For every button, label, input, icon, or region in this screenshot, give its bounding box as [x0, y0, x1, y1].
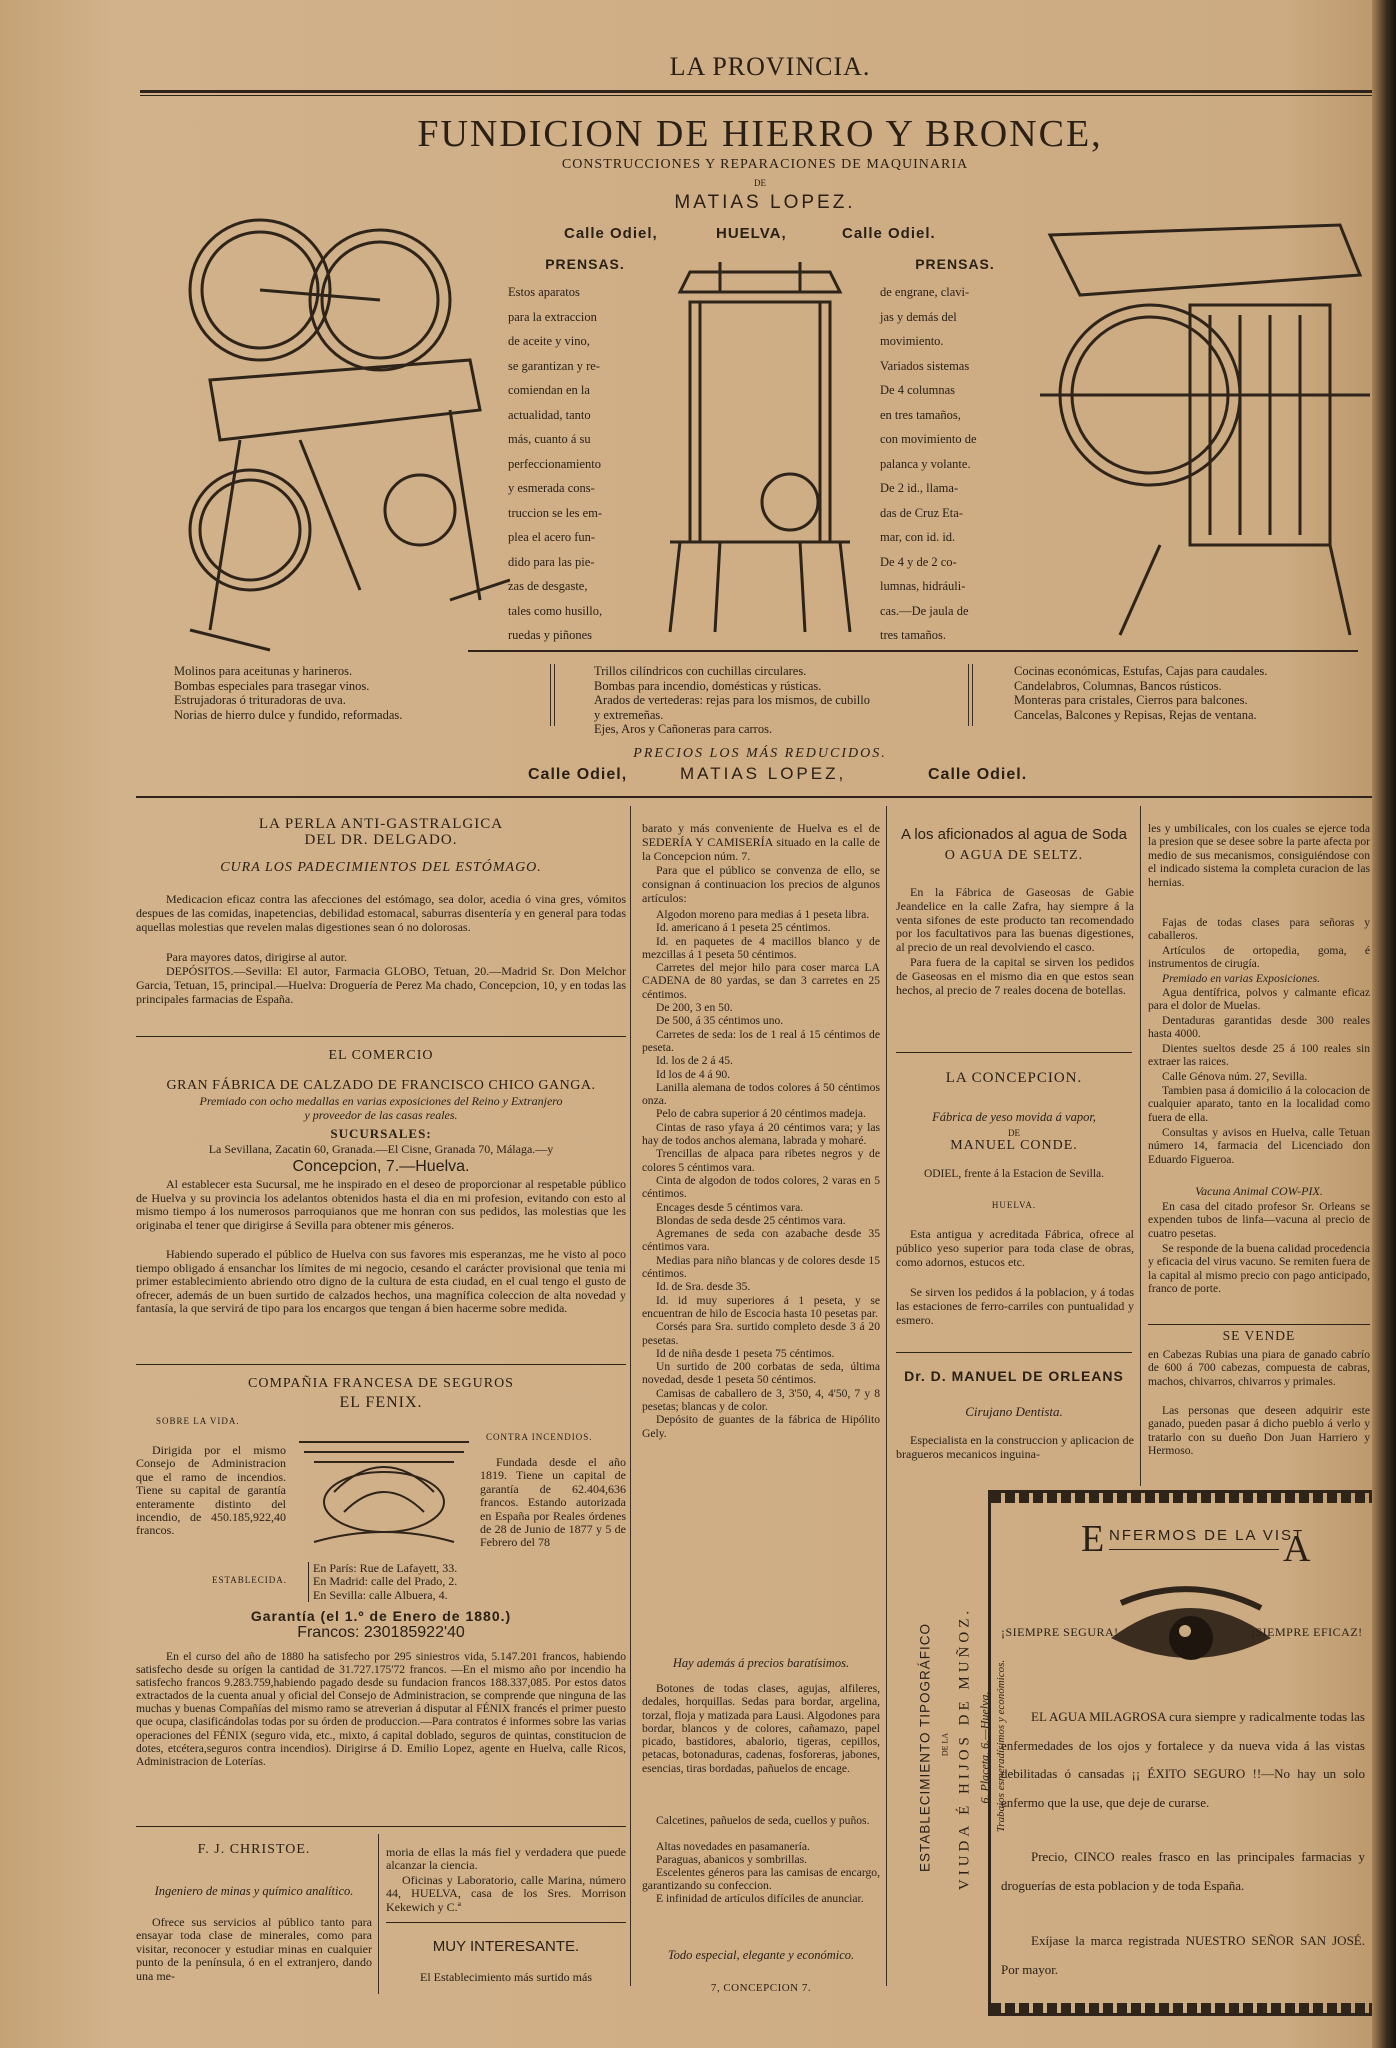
- fenix-name: EL FENIX.: [339, 1394, 423, 1411]
- sederia-price-item: De 500, á 35 céntimos uno.: [656, 1014, 784, 1028]
- prensas-left-line: dido para las pie-: [508, 554, 595, 569]
- concepcion-city: HUELVA.: [991, 1200, 1037, 1210]
- phoenix-emblem: [294, 1432, 474, 1552]
- christoe-address: Oficinas y Laboratorio, calle Marina, número 44, HUELVA, casa de los Sres. Morrison Kekewich y C.ª: [386, 1873, 626, 1914]
- foundry-list-item: Estrujadoras ó trituradoras de uva.: [174, 693, 346, 707]
- tipografico-line2: DE LA: [940, 1732, 950, 1757]
- sederia-price-item: Camisas de caballero de 3, 3'50, 4, 4'50, 7 y 8 pesetas; blancas y de color.: [642, 1386, 880, 1413]
- sederia-calcetines: Calcetines, pañuelos de seda, cuellos y puños.: [656, 1814, 870, 1827]
- foundry-address-right: Calle Odiel.: [842, 225, 936, 242]
- vista-title-middle: NFERMOS DE LA VIST: [1109, 1527, 1305, 1544]
- sederia-price-item: Algodon moreno para medias á 1 peseta libra.: [656, 908, 870, 921]
- christoe-body-continued: moria de ellas la más fiel y verdadera que puede alcanzar la ciencia.: [386, 1845, 626, 1873]
- foundry-list-left: [174, 664, 544, 722]
- sederia-price-item: Un surtido de 200 corbatas de seda, última novedad, desde 1 peseta 50 céntimos.: [642, 1360, 880, 1387]
- foundry-list-item: Cocinas económicas, Estufas, Cajas para caudales.: [1014, 664, 1268, 678]
- sederia-price-item: Depósito de guantes de la fábrica de Hipólito Gely.: [642, 1413, 880, 1440]
- foundry-list-item: Cancelas, Balcones y Repisas, Rejas de ventana.: [1014, 707, 1257, 722]
- tipografico-line1: ESTABLECIMIENTO TIPOGRÁFICO: [917, 1622, 933, 1873]
- column-divider: [630, 806, 631, 1986]
- fenix-incendios-label: CONTRA INCENDIOS.: [486, 1432, 593, 1442]
- foundry-list-item: Molinos para aceitunas y harineros.: [174, 664, 353, 678]
- foundry-owner: MATIAS LOPEZ.: [674, 192, 856, 213]
- vista-body: EL AGUA MILAGROSA cura siempre y radicalmente todas las enfermedades de los ojos y fortalece y da nueva vida á las vistas debilitadas ó cansadas ¡¡ ÉXITO SEGURO !!—No hay un solo enfermo que la use, que deje de curarse.: [1001, 1709, 1365, 1810]
- prensas-left-line: zas de desgaste,: [508, 579, 588, 593]
- foundry-address-center: HUELVA,: [716, 225, 787, 242]
- fenix-body: En el curso del año de 1880 ha satisfecho por 295 siniestros vida, 5.147.201 francos, habiendo satisfecho desde su orígen la cantidad de 31.727.175'72 francos. —En el mismo año por incendio ha satisfecho francos 9.283.759,habiendo pagado desde su fundacion francos 188.337,085. Por estos datos extractados de la cuenta anual y oficial del Consejo de Administracion, se comprende que ninguna de las muchas y buenas Compañías del mismo ramo se atreverian á disputar al FÉNIX francés el primer puesto que ocupa, clasificándolas todas por su órden de produccion.—Para contratos é informes sobre las varias operaciones del FÉNIX (seguro vida, etc., mixto, á capital doblado, seguros de quintas, constitucion de dotes, etcétera,seguros contra incendios). Dirigirse á D. Emilio Lopez, agente en Huelva, calle Ricos, Administracion de Loterías.: [136, 1650, 626, 1768]
- section-rule: [136, 796, 1382, 798]
- tipografico-line3: VIUDA É HIJOS DE MUÑOZ.: [956, 1606, 973, 1891]
- section-rule: [896, 1352, 1132, 1353]
- prensas-right-line: con movimiento de: [880, 432, 977, 446]
- foundry-list-item: Monteras para cristales, Cierros para balcones.: [1014, 693, 1248, 707]
- comercio-title: EL COMERCIO: [328, 1048, 434, 1063]
- header-rule-thin: [140, 95, 1380, 96]
- prensas-right-text: [880, 280, 990, 648]
- orleans-dientes: Dientes sueltos desde 25 á 100 reales sin extraer las raices.: [1148, 1042, 1370, 1069]
- prensas-right-line: tres tamaños.: [880, 628, 946, 642]
- sederia-price-item: Carretes de seda: los de 1 real á 15 céntimos de peseta.: [642, 1027, 880, 1054]
- fenix-francos: Francos: 230185922'40: [297, 1624, 465, 1641]
- soda-title: A los aficionados al agua de Soda: [900, 826, 1127, 843]
- foundry-footer-owner: MATIAS LOPEZ,: [680, 764, 847, 783]
- comercio-paragraph-2: Habiendo superado el público de Huelva con sus favores mis esperanzas, me he visto al poco tiempo obligado á ensanchar los límites de mi negocio, cesando el carácter provisional que tenia mi primer establecimiento abriendo otro digno de la cultura de esta ciudad, en el cual tengo el gusto de ofrecer, además de un buen surtido de calzados hechos, una magnífica coleccion de alta novedad y fantasía, la que servirá de tipo para los encargos que tengan á bien hacerme sobre medida.: [136, 1247, 626, 1316]
- orleans-calle: Calle Génova núm. 27, Sevilla.: [1162, 1070, 1308, 1083]
- section-rule: [136, 1826, 626, 1827]
- wine-press-illustration: [660, 262, 860, 642]
- christoe-title: F. J. CHRISTOE.: [197, 1842, 311, 1857]
- muy-interesante-text: El Establecimiento más surtido más: [420, 1970, 592, 1984]
- column-divider: [378, 1834, 379, 1994]
- orleans-tambien: Tambien pasa á domicilio á la colocacion de cualquier aparato, tanto en la localidad como fuera de ella.: [1148, 1084, 1370, 1124]
- fenix-garantia: Garantía (el 1.º de Enero de 1880.): [250, 1608, 512, 1624]
- sederia-intro: barato y más conveniente de Huelva es el de SEDERÍA Y CAMISERÍA situado en la calle de la Concepcion núm. 7.: [642, 821, 880, 863]
- vista-title-initial: E: [1081, 1518, 1105, 1560]
- foundry-list-center: [594, 664, 974, 737]
- foundry-list-item: y extremeñas.: [594, 707, 664, 722]
- perla-depositos: DEPÓSITOS.—Sevilla: El autor, Farmacia GLOBO, Tetuan, 20.—Madrid Sr. Don Melchor Garcia, Tetuan, 15, principal.—Huelva: Droguería de Perez Ma chado, Concepcion, 10, y en todas las principales farmacias de España.: [136, 964, 626, 1006]
- section-rule: [136, 1036, 626, 1037]
- foundry-list-right: [1014, 664, 1364, 722]
- section-rule: [136, 1364, 626, 1365]
- foundry-rule: [468, 650, 1358, 652]
- sederia-address: 7, CONCEPCION 7.: [710, 1982, 812, 1994]
- comercio-huelva: Concepcion, 7.—Huelva.: [292, 1158, 470, 1175]
- comercio-proveedor: y proveedor de las casas reales.: [304, 1108, 458, 1122]
- prensas-right-line: movimiento.: [880, 334, 944, 348]
- perla-body: Medicacion eficaz contra las afecciones del estómago, sea dolor, acedia ó vina gres, vómitos despues de las comidas, inapetencias, debilidad estomacal, saburras disentería y en general para todas aquellas molestias que revelen malas digestiones sean ó no dolorosas.: [136, 892, 626, 934]
- fenix-incendios-text: Fundada desde el año 1819. Tiene un capital de garantía de 62.404,636 francos. Estando autorizada en España por Reales órdenes de 28 de Junio de 1877 y 5 de Febrero del 78: [480, 1455, 626, 1550]
- prensas-left-line: para la extraccion: [508, 309, 597, 324]
- vista-title: [1011, 1517, 1355, 1577]
- comercio-sucursales: SUCURSALES:: [330, 1126, 432, 1141]
- prensas-left-line: perfeccionamiento: [508, 456, 602, 471]
- prensas-right-line: en tres tamaños,: [880, 407, 961, 422]
- concepcion-title: LA CONCEPCION.: [945, 1070, 1083, 1086]
- perla-more: Para mayores datos, dirigirse al autor.: [166, 950, 347, 964]
- orleans-cont-body: les y umbilicales, con los cuales se ejerce toda la presion que se desee sobre la parte afecta por medio de sus mecanismos, consiguiéndose con el indicado sistema la completa curacion de las hernias.: [1148, 822, 1370, 889]
- divider: [554, 664, 555, 726]
- section-rule: [896, 1052, 1132, 1053]
- foundry-list-item: Ejes, Aros y Cañoneras para carros.: [594, 722, 773, 736]
- concepcion-body: Esta antigua y acreditada Fábrica, ofrece al público yeso superior para toda clase de obras, como adornos, estucos etc.: [896, 1227, 1134, 1269]
- sederia-price-item: Id. los de 2 á 45.: [656, 1054, 733, 1068]
- foundry-list-item: Trillos cilíndricos con cuchillas circulares.: [594, 664, 807, 678]
- concepcion-address: ODIEL, frente á la Estacion de Sevilla.: [923, 1168, 1105, 1180]
- sederia-excelentes: Escelentes géneros para las camisas de encargo, garantizando su confeccion.: [642, 1866, 880, 1893]
- sederia-intro-2: Para que el público se convenza de ello, se consignan á continuacion los precios de algunos artículos:: [642, 863, 880, 905]
- foundry-list-item: Norias de hierro dulce y fundido, reformadas.: [174, 707, 403, 722]
- prensas-left-line: actualidad, tanto: [508, 407, 591, 422]
- sederia-price-item: Corsés para Sra. surtido completo desde 3 á 20 pesetas.: [642, 1320, 880, 1347]
- comercio-subtitle: GRAN FÁBRICA DE CALZADO DE FRANCISCO CHICO GANGA.: [166, 1078, 596, 1093]
- sederia-price-item: Id. americano á 1 peseta 25 céntimos.: [656, 921, 831, 935]
- soda-body-2: Para fuera de la capital se sirven los pedidos de Gaseosas en el mismo dia en que estos sean hechos, al precio de 7 reales docena de botellas.: [896, 955, 1134, 997]
- orleans-fajas: Fajas de todas clases para señoras y caballeros.: [1148, 916, 1370, 943]
- tipografico-line5: Trabajos esmeradísimos y económicos.: [995, 1659, 1007, 1833]
- fenix-offices: [308, 1562, 457, 1602]
- prensas-left-line: plea el acero fun-: [508, 530, 596, 544]
- foundry-address-left: Calle Odiel,: [564, 225, 658, 242]
- page-header-title: LA PROVINCIA.: [669, 52, 871, 81]
- vista-title-final: A: [1283, 1528, 1311, 1570]
- perla-title-2: DEL DR. DELGADO.: [304, 832, 458, 848]
- vista-ad-box: [988, 1490, 1378, 2016]
- comercio-premiado: Premiado con ocho medallas en varias exposiciones del Reino y Extranjero: [199, 1094, 563, 1108]
- prensas-left-title: PRENSAS.: [545, 256, 625, 272]
- prensas-right-line: de engrane, clavi-: [880, 285, 970, 299]
- vista-left-slogan: ¡SIEMPRE SEGURA!: [1001, 1625, 1119, 1639]
- sederia-price-item: Blondas de seda desde 25 céntimos vara.: [656, 1213, 846, 1227]
- sederia-price-item: Agremanes de seda con azabache desde 35 céntimos vara.: [642, 1227, 880, 1254]
- vista-trademark: Exíjase la marca registrada NUESTRO SEÑOR SAN JOSÉ. Por mayor.: [1001, 1933, 1365, 1977]
- header-rule: [140, 90, 1380, 93]
- orleans-vacuna: Vacuna Animal COW-PIX.: [1195, 1184, 1323, 1198]
- olive-mill-illustration: [150, 210, 510, 670]
- soda-body: En la Fábrica de Gaseosas de Gabie Jeandelice en la calle Zafra, hay siempre á la venta sifones de este producto tan recomendado por los facultativos para las buenas digestiones, al precio de un real devolviendo el casco.: [896, 885, 1134, 955]
- fenix-office-paris: En París: Rue de Lafayett, 33.: [313, 1561, 458, 1575]
- prensas-right-line: lumnas, hidráuli-: [880, 579, 966, 593]
- orleans-premiado: Premiado en varias Exposiciones.: [1162, 972, 1320, 985]
- perla-tagline: CURA LOS PADECIMIENTOS DEL ESTÓMAGO.: [220, 860, 542, 875]
- orleans-title: Dr. D. MANUEL DE ORLEANS: [904, 1368, 1124, 1384]
- prensas-left-line: se garantizan y re-: [508, 358, 600, 373]
- muy-interesante-title: MUY INTERESANTE.: [432, 1938, 580, 1955]
- prensas-left-line: tales como husillo,: [508, 603, 603, 618]
- comercio-list: La Sevillana, Zacatin 60, Granada.—El Cisne, Granada 70, Málaga.—y: [208, 1142, 554, 1156]
- column-divider: [1140, 806, 1141, 1486]
- vende-title: SE VENDE: [1222, 1328, 1296, 1343]
- prensas-left-line: comiendan en la: [508, 383, 590, 397]
- column-divider: [886, 806, 887, 1986]
- sederia-baratos-text: Botones de todas clases, agujas, alfileres, dedales, horquillas. Sedas para bordar, argelina, torzal, floja y matizada para Lausi. Algodones para bordar, blancos y de colores, cañamazo, papel picado, bastidores, abalorio, tigeras, cepillos, petacas, botonaduras, cadenas, fosforeras, jabones, esencias, tiras bordadas, pañuelos de encage.: [642, 1682, 880, 1775]
- fenix-office-madrid: En Madrid: calle del Prado, 2.: [313, 1574, 458, 1589]
- fenix-vida-label: SOBRE LA VIDA.: [156, 1416, 240, 1426]
- prensas-left-line: y esmerada cons-: [508, 481, 595, 495]
- prensas-right-line: das de Cruz Eta-: [880, 505, 963, 520]
- prensas-left-line: de aceite y vino,: [508, 334, 590, 348]
- prensas-right-line: De 4 y de 2 co-: [880, 554, 957, 569]
- vista-price: Precio, CINCO reales frasco en las principales farmacias y droguerías de esta poblacion y de toda España.: [1001, 1849, 1365, 1893]
- prensas-right-line: mar, con id. id.: [880, 530, 956, 544]
- prensas-right-line: De 4 columnas: [880, 383, 955, 397]
- foundry-de: DE: [754, 178, 766, 188]
- prensas-right-title: PRENSAS.: [915, 256, 995, 272]
- sederia-price-item: Id los de 4 á 90.: [656, 1067, 731, 1081]
- sederia-price-list: [642, 908, 880, 1440]
- perla-title: LA PERLA ANTI-GASTRALGICA: [258, 816, 504, 832]
- fenix-title: COMPAÑIA FRANCESA DE SEGUROS: [248, 1376, 514, 1391]
- sederia-price-item: Cintas de raso yfaya á 20 céntimos vara; y las hay de todos anchos alemana, labrada y moharé.: [642, 1120, 880, 1148]
- christoe-subtitle: Ingeniero de minas y químico analítico.: [154, 1884, 354, 1898]
- prensas-left-text: [508, 280, 658, 648]
- divider: [968, 664, 969, 726]
- sederia-price-item: Encages desde 5 céntimos vara.: [656, 1200, 804, 1214]
- orleans-vacuna-text: En casa del citado profesor Sr. Orleans se expenden tubos de linfa—vacuna al precio de cuatro pesetas.: [1148, 1200, 1370, 1240]
- prensas-right-line: jas y demás del: [880, 309, 957, 324]
- orleans-responde: Se responde de la buena calidad procedencia y eficacia del virus vacuno. Se remiten fuera de la capital al mismo precio con pago anticipado, franco de porte.: [1148, 1242, 1370, 1296]
- vista-right-slogan: ¡SIEMPRE EFICAZ!: [1251, 1625, 1363, 1639]
- divider: [972, 664, 973, 726]
- prensas-left-line: Estos aparatos: [508, 285, 580, 299]
- sederia-price-item: Id. id muy superiores á 1 peseta, y se encuentran de hilo de Escocia hasta 10 pesetas par.: [642, 1293, 880, 1320]
- orleans-consultas: Consultas y avisos en Huelva, calle Tetuan número 14, farmacia del Licenciado don Eduardo Figueroa.: [1148, 1126, 1370, 1166]
- fenix-office-sevilla: En Sevilla: calle Albuera, 4.: [313, 1587, 448, 1602]
- sederia-altas: Altas novedades en pasamanería.: [656, 1840, 810, 1853]
- concepcion-subtitle: Fábrica de yeso movida á vapor,: [932, 1110, 1096, 1124]
- orleans-body: Especialista en la construccion y aplicacion de bragueros mecanicos inguina-: [896, 1433, 1134, 1461]
- vende-body: en Cabezas Rubias una piara de ganado cabrío de 600 á 700 cabezas, compuesta de cabras, machos, chivarros, chivarros y primales.: [1148, 1348, 1370, 1388]
- tipografico-line4: 6, Placeta, 6.—Huelva.: [977, 1691, 992, 1804]
- foundry-list-item: Arados de vertederas: rejas para los mismos, de cubillo: [594, 693, 870, 707]
- tipografico-ad: [890, 1490, 1007, 1990]
- sederia-price-item: De 200, 3 en 50.: [656, 1001, 733, 1015]
- sederia-price-item: Carretes del mejor hilo para coser marca LA CADENA de 80 yardas, se dan 3 carretes en 25 céntimos.: [642, 961, 880, 1001]
- foundry-list-item: Bombas para incendio, domésticas y rústicas.: [594, 678, 822, 693]
- prensas-right-line: palanca y volante.: [880, 456, 971, 471]
- sederia-todo: Todo especial, elegante y económico.: [667, 1948, 855, 1962]
- prensas-left-line: truccion se les em-: [508, 505, 603, 520]
- sederia-price-item: Cinta de algodon de todos colores, 2 varas en 5 céntimos.: [642, 1173, 880, 1201]
- prensas-right-line: De 2 id., llama-: [880, 481, 959, 495]
- crusher-machine-illustration: [1040, 215, 1370, 645]
- foundry-list-item: Candelabros, Columnas, Bancos rústicos.: [1014, 678, 1222, 693]
- section-rule: [1148, 1324, 1370, 1325]
- sederia-price-item: Id. de Sra. desde 35.: [656, 1280, 751, 1294]
- foundry-list-item: Bombas especiales para trasegar vinos.: [174, 678, 370, 693]
- orleans-agua: Agua dentífrica, polvos y calmante eficaz para el dolor de Muelas.: [1148, 986, 1370, 1013]
- section-rule: [386, 1922, 626, 1923]
- foundry-subtitle: CONSTRUCCIONES Y REPARACIONES DE MAQUINARIA: [561, 157, 969, 172]
- orleans-subtitle: Cirujano Dentista.: [965, 1404, 1063, 1419]
- comercio-paragraph-1: Al establecer esta Sucursal, me he inspirado en el deseo de proporcionar al respetable público de Huelva y su provincia los adelantos obtenidos hasta el dia en mi profesion, evitando con esto al mismo tiempo á los numerosos parroquianos que me honran con sus pedidos, las molestias que les originaba el tener que dirigirse á Sevilla para obtener mis géneros.: [136, 1177, 626, 1232]
- sederia-price-item: Medias para niño blancas y de colores desde 15 céntimos.: [642, 1253, 880, 1281]
- sederia-price-item: Id. en paquetes de 4 macillos blanco y de mezcillas á 1 peseta 50 céntimos.: [642, 934, 880, 961]
- foundry-title: FUNDICION DE HIERRO Y BRONCE,: [417, 113, 1103, 155]
- soda-subtitle: O AGUA DE SELTZ.: [944, 848, 1084, 863]
- vende-body-2: Las personas que deseen adquirir este ganado, pueden pasar á dicho pueblo á verlo y tratarlo con su dueño Don Juan Harriero y Hermoso.: [1148, 1404, 1370, 1458]
- sederia-price-item: Id de niña desde 1 peseta 75 céntimos.: [656, 1346, 835, 1360]
- orleans-ortopedia: Artículos de ortopedia, goma, é instrumentos de cirugía.: [1148, 944, 1370, 971]
- foundry-prices: PRECIOS LOS MÁS REDUCIDOS.: [633, 746, 887, 761]
- prensas-right-line: Variados sistemas: [880, 358, 970, 373]
- foundry-footer-left: Calle Odiel,: [528, 766, 628, 783]
- sederia-price-item: Pelo de cabra superior á 20 céntimos madeja.: [656, 1107, 866, 1121]
- sederia-baratos: Hay además á precios baratísimos.: [672, 1656, 850, 1670]
- divider: [550, 664, 551, 726]
- fenix-establecida: ESTABLECIDA.: [212, 1575, 288, 1585]
- sederia-price-item: Trencillas de alpaca para ribetes negros y de colores 5 céntimos vara.: [642, 1147, 880, 1174]
- fenix-vida-text: Dirigida por el mismo Consejo de Administracion que el ramo de incendios. Tiene su capital de garantía enteramente distinto del incendio, de 450.185,922,40 francos.: [136, 1443, 286, 1538]
- prensas-left-line: más, cuanto á su: [508, 432, 591, 446]
- sederia-infinidad: E infinidad de artículos difíciles de anunciar.: [656, 1892, 864, 1905]
- prensas-right-line: cas.—De jaula de: [880, 603, 969, 618]
- concepcion-owner: MANUEL CONDE.: [950, 1138, 1078, 1153]
- concepcion-de: DE: [1008, 1128, 1020, 1138]
- sederia-price-item: Lanilla alemana de todos colores á 50 céntimos onza.: [642, 1080, 880, 1108]
- foundry-footer-right: Calle Odiel.: [928, 766, 1028, 783]
- christoe-body: Ofrece sus servicios al público tanto para ensayar toda clase de minerales, como para visitar, reconocer y estudiar minas en cualquier punto de la península, ó en el extranjero, dando una me-: [136, 1915, 372, 1983]
- sederia-paraguas: Paraguas, abanicos y sombrillas.: [656, 1853, 808, 1866]
- page-edge: [1372, 0, 1396, 2048]
- orleans-dentaduras: Dentaduras garantidas desde 300 reales hasta 4000.: [1148, 1014, 1370, 1041]
- prensas-left-line: ruedas y piñones: [508, 628, 593, 642]
- concepcion-body-2: Se sirven los pedidos á la poblacion, y á todas las estaciones de ferro-carriles con puntualidad y esmero.: [896, 1285, 1134, 1327]
